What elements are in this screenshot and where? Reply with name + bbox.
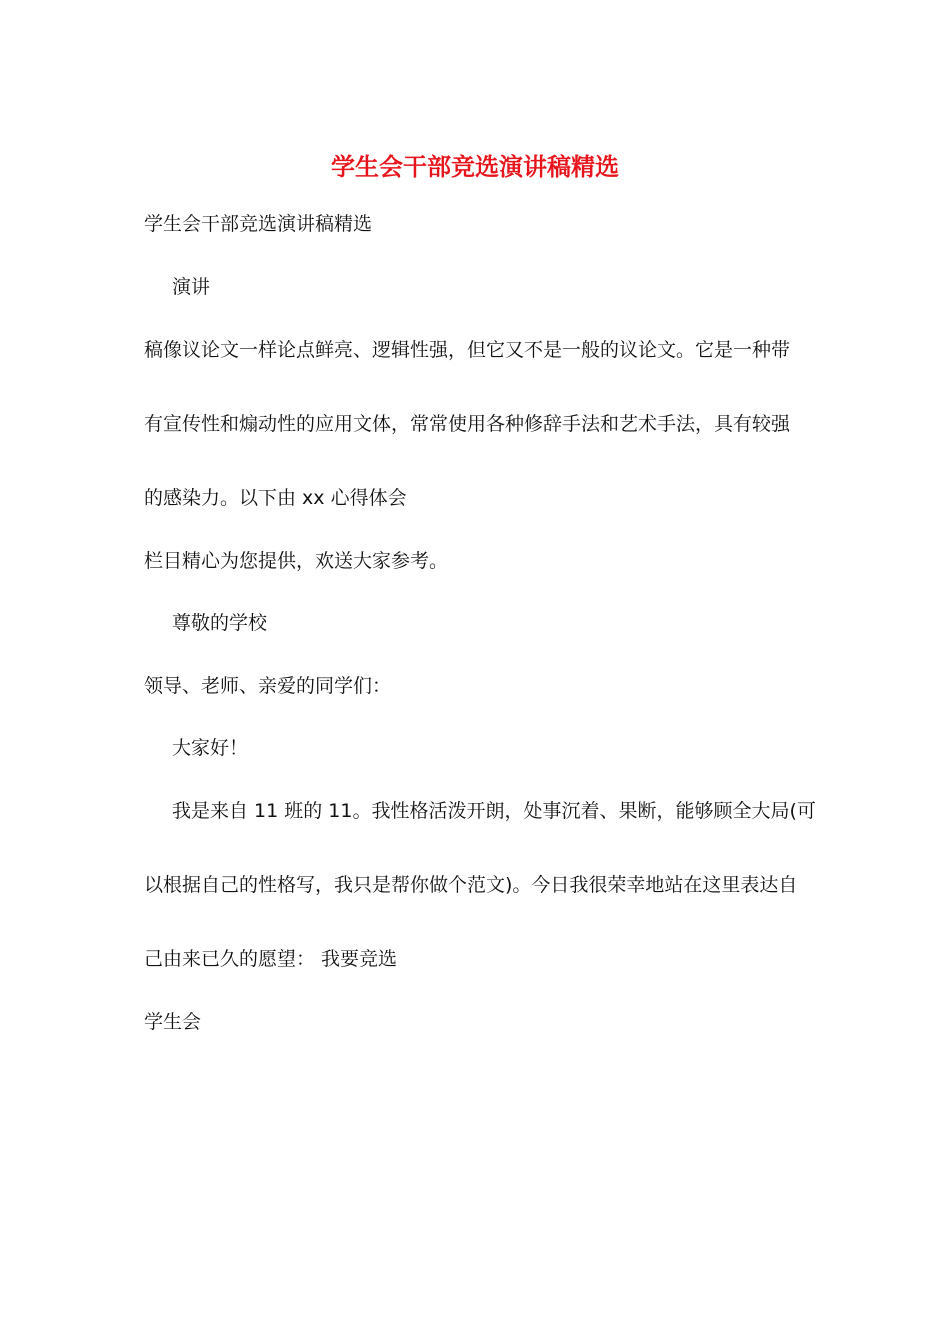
paragraph-line: 栏目精心为您提供，欢送大家参考。 — [144, 550, 449, 572]
paragraph-line: 尊敬的学校 — [172, 612, 268, 634]
paragraph-line: 学生会 — [144, 1011, 202, 1033]
paragraph-line: 领导、老师、亲爱的同学们： — [144, 675, 392, 697]
paragraph-line: 稿像议论文一样论点鲜亮、逻辑性强，但它又不是一般的议论文。它是一种带 — [144, 339, 791, 361]
paragraph-line: 演讲 — [172, 276, 211, 298]
paragraph-line: 我是来自 11 班的 11。我性格活泼开朗，处事沉着、果断，能够顾全大局(可 — [172, 800, 816, 822]
paragraph-line: 学生会干部竞选演讲稿精选 — [144, 213, 373, 235]
paragraph-line: 的感染力。以下由 xx 心得体会 — [144, 487, 407, 509]
document-title: 学生会干部竞选演讲稿精选 — [331, 153, 619, 181]
paragraph-line: 己由来已久的愿望： 我要竞选 — [144, 948, 398, 970]
paragraph-line: 以根据自己的性格写，我只是帮你做个范文)。今日我很荣幸地站在这里表达自 — [144, 874, 798, 896]
paragraph-line: 大家好！ — [172, 737, 249, 759]
paragraph-line: 有宣传性和煽动性的应用文体，常常使用各种修辞手法和艺术手法，具有较强 — [144, 413, 791, 435]
